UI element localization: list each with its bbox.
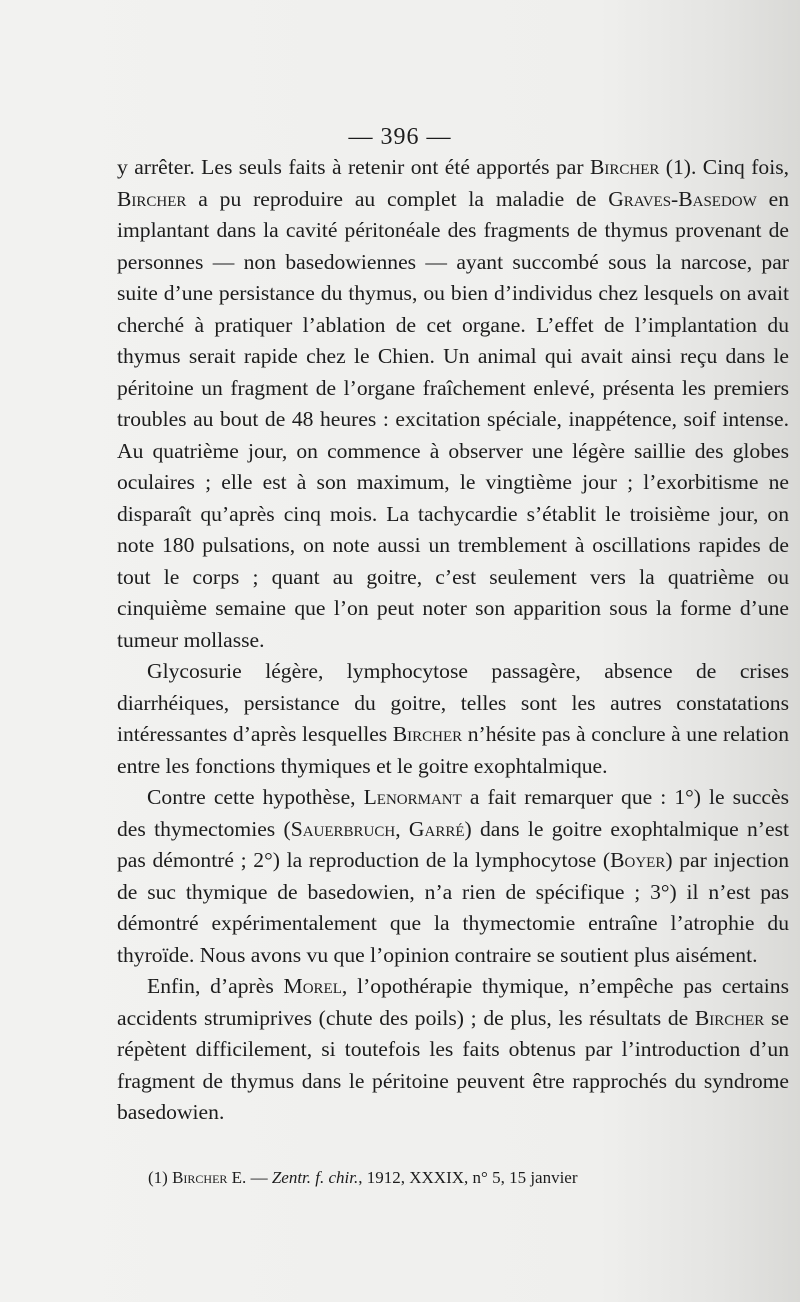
author-name: Graves-Basedow — [608, 186, 757, 211]
footnote-marker: (1) — [148, 1168, 173, 1187]
paragraph-text: (1). Cinq fois, — [659, 155, 790, 179]
author-name: Bircher — [392, 722, 463, 746]
author-name: Sauerbruch, Garré — [290, 816, 465, 841]
footnote-journal: Zentr. f. chir. — [271, 1168, 359, 1187]
footnote-separator: — — [246, 1168, 272, 1187]
paragraph-text: a pu reproduire au complet la maladie de — [186, 186, 609, 211]
footnote-author: Bircher E. — [172, 1168, 247, 1187]
author-name: Morel — [283, 974, 342, 998]
page-number: — 396 — — [348, 124, 452, 150]
paragraph-text: Contre cette hypothèse, — [147, 785, 364, 809]
author-name: Bircher — [589, 155, 660, 179]
paragraph — [117, 971, 789, 1129]
paragraph-text: Glycosurie légère, lymphocytose passagère, absence de crises diarrhéiques, persistance du goitre, telles sont les autres constatations intéressantes d’après lesquelles — [117, 659, 789, 746]
body-text — [117, 152, 789, 1129]
paragraph-text: a fait remarquer que : 1°) le succès des thymectomies ( — [117, 785, 789, 841]
footnote-details: , 1912, XXXIX, n° 5, 15 janvier — [358, 1168, 578, 1187]
paragraph-text: en implantant dans la cavité péritonéale des fragments de thymus provenant de personnes — non basedowiennes — ayant succombé sous la narcose, par suite d’une persistance du thymus, ou bien d’individus chez lesquels on avait cherché à pratiquer l’ablation de cet organe. L’effet de l’implantation du thymus serait rapide chez le Chien. Un animal qui avait ainsi reçu dans le péritoine un fragment de l’organe fraîchement enlevé, présenta les premiers troubles au bout de 48 heures : excitation spéciale, inappétence, soif intense. Au quatrième jour, on commence à observer une légère saillie des globes oculaires ; elle est à son maximum, le vingtième jour ; l’exorbitisme ne disparaît qu’après cinq mois. La tachycardie s’établit le troisième jour, on note 180 pulsations, on note aussi un tremblement à oscillations rapides de tout le corps ; quant au goitre, c’est seulement vers la quatrième ou cinquième semaine que l’on peut noter son apparition sous la forme d’une tumeur mollasse. — [117, 186, 790, 652]
footnote — [148, 1167, 788, 1189]
author-name: Boyer — [610, 848, 666, 872]
paragraph-text: n’hésite pas à conclure à une relation entre les fonctions thymiques et le goitre exophtalmique. — [117, 722, 789, 778]
paragraph-text: , l’opothérapie thymique, n’empêche pas certains accidents strumiprives (chute des poils) ; de plus, les résultats de — [117, 974, 789, 1030]
paragraph-text: ) dans le goitre exophtalmique n’est pas démontré ; 2°) la reproduction de la lymphocytose ( — [117, 816, 789, 872]
paragraph — [117, 782, 789, 971]
paragraph-text: Enfin, d’après — [147, 974, 284, 998]
author-name: Bircher — [117, 186, 187, 211]
paragraph — [117, 152, 789, 656]
paragraph-text: y arrêter. Les seuls faits à retenir ont été apportés par — [117, 155, 590, 179]
author-name: Bircher — [694, 1005, 765, 1030]
paragraph — [117, 656, 789, 782]
paragraph-text: se répètent difficilement, si toutefois les faits obtenus par l’introduction d’un fragment de thymus dans le péritoine peuvent être rapprochés du syndrome basedowien. — [117, 1005, 789, 1124]
author-name: Lenormant — [363, 785, 462, 809]
paragraph-text: ) par injection de suc thymique de basedowien, n’a rien de spécifique ; 3°) il n’est pas démontré expérimentalement que la thymectomie entraîne l’atrophie du thyroïde. Nous avons vu que l’opinion contraire se soutient plus aisément. — [117, 848, 789, 967]
